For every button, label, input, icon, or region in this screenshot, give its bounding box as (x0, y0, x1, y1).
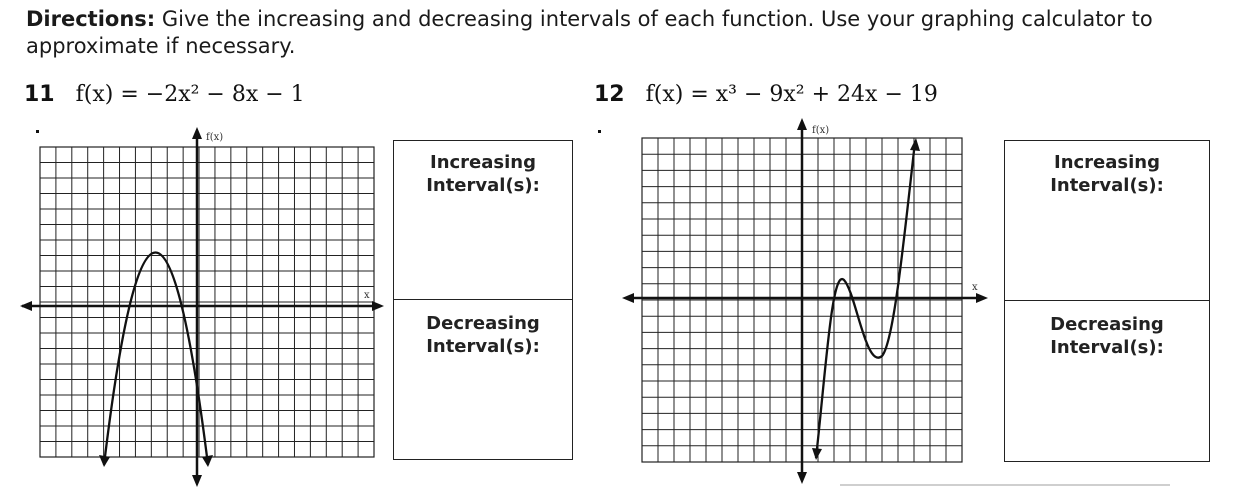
curve-arrow-left (99, 455, 110, 467)
y-axis-arrow-top (797, 118, 807, 130)
y-axis-arrow-bottom (192, 475, 202, 487)
function-expression: f(x) = x³ − 9x² + 24x − 19 (645, 82, 938, 107)
cropped-text-remnant (840, 484, 1170, 486)
x-axis-arrow-right (372, 301, 384, 311)
x-axis-label: x (364, 290, 370, 301)
interval-box-problem-11 (393, 140, 573, 460)
increasing-label: Increasing Interval(s): (1050, 152, 1164, 196)
decreasing-cell (394, 300, 572, 459)
decreasing-label: Decreasing Interval(s): (1050, 314, 1164, 358)
bullet-dot (598, 130, 601, 133)
y-axis-arrow-top (192, 127, 202, 139)
increasing-label: Increasing Interval(s): (426, 152, 540, 196)
problem-11-header (24, 82, 305, 107)
decreasing-cell (1005, 301, 1209, 461)
x-axis-label: x (972, 282, 978, 293)
curve-arrow-top (910, 138, 920, 151)
curve-arrow-bottom (812, 448, 822, 460)
y-axis-label: f(x) (206, 132, 224, 143)
x-axis-arrow-left (622, 293, 634, 303)
problem-number: 12 (594, 82, 625, 107)
graph-problem-12 (622, 118, 992, 488)
y-axis-arrow-bottom (797, 472, 807, 484)
problem-12-header (594, 82, 938, 107)
directions-body: Give the increasing and decreasing intervals of each function. Use your graphing calculator to approximate if necessary. (26, 7, 1153, 58)
x-axis-arrow-left (20, 301, 32, 311)
decreasing-label: Decreasing Interval(s): (426, 313, 540, 357)
y-axis-label: f(x) (812, 125, 830, 136)
problem-number: 11 (24, 82, 55, 107)
graph-problem-11 (20, 125, 390, 490)
interval-box-problem-12 (1004, 140, 1210, 462)
increasing-cell (1005, 141, 1209, 301)
increasing-cell (394, 141, 572, 300)
curve-arrow-right (202, 455, 213, 467)
directions-text (26, 6, 1206, 60)
function-expression: f(x) = −2x² − 8x − 1 (75, 82, 305, 107)
directions-label: Directions: (26, 7, 156, 31)
x-axis-arrow-right (976, 293, 988, 303)
